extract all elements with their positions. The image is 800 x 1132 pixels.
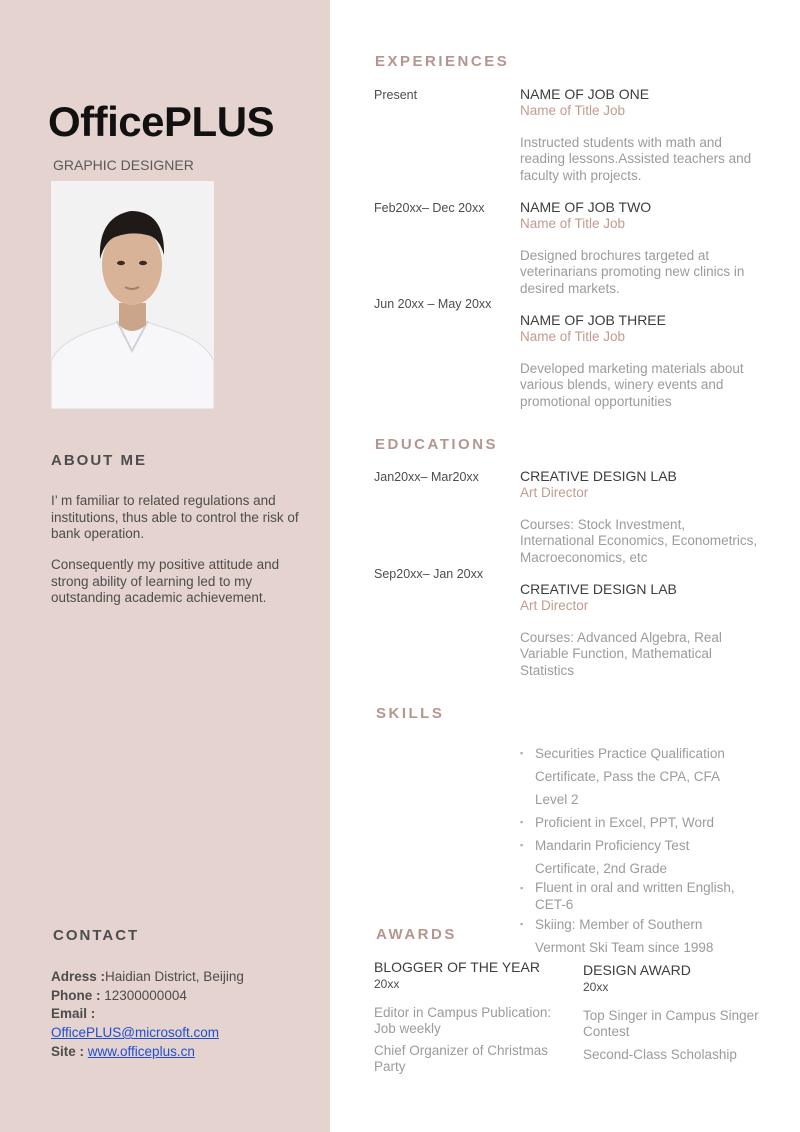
about-paragraph-2: Consequently my positive attitude and strong ability of learning led to my outstanding academic achievement. [51,557,280,605]
address-label: Adress : [51,969,106,984]
experiences-heading: EXPERIENCES [375,53,510,70]
education-1-description: Courses: Stock Investment, International Economics, Econometrics, Macroeconomics, etc [520,517,758,565]
job-role: GRAPHIC DESIGNER [53,157,194,173]
list-item: ▪ Proficient in Excel, PPT, Word [520,811,750,834]
experience-3-title: NAME OF JOB THREE [520,312,666,328]
about-heading: ABOUT ME [51,452,147,469]
award-2-item-1: Top Singer in Campus Singer Contest [583,1008,759,1040]
experience-3-subtitle: Name of Title Job [520,329,626,344]
phone-value: 12300000004 [100,988,187,1003]
experience-2-subtitle: Name of Title Job [520,216,626,231]
education-2-description: Courses: Advanced Algebra, Real Variable Function, Mathematical Statistics [520,630,722,678]
educations-heading: EDUCATIONS [375,436,499,453]
skills-heading: SKILLS [376,705,445,722]
contact-site [51,1044,195,1059]
education-1-title: CREATIVE DESIGN LAB [520,468,677,484]
experience-2-title: NAME OF JOB TWO [520,199,652,215]
experience-2-date: Feb20xx– Dec 20xx [374,201,485,215]
education-1-subtitle: Art Director [520,485,589,500]
experience-3-description: Developed marketing materials about various blends, winery events and promotional opportunities [520,361,744,409]
email-link[interactable]: OfficePLUS@microsoft.com [51,1025,219,1040]
award-1-title: BLOGGER OF THE YEAR [374,959,540,975]
experience-1-title: NAME OF JOB ONE [520,86,650,102]
profile-photo [51,181,214,409]
awards-heading: AWARDS [376,926,457,943]
skills-list [520,742,750,959]
address-value: Haidian District, Beijing [105,969,244,984]
brand-name: OfficePLUS [48,98,275,145]
education-2-date: Sep20xx– Jan 20xx [374,567,484,581]
phone-label: Phone : [51,988,101,1003]
list-item: ▪ Securities Practice Qualification Certificate, Pass the CPA, CFA Level 2 [520,742,750,811]
experience-1-date: Present [374,88,418,102]
list-item: ▪ Fluent in oral and written English, CET-6 [520,880,750,913]
education-2-subtitle: Art Director [520,598,589,613]
list-item: ▪ Mandarin Proficiency Test Certificate, 2nd Grade [520,834,750,880]
experience-2-description: Designed brochures targeted at veterinarians promoting new clinics in desired markets. [520,248,745,296]
site-link[interactable]: www.officeplus.cn [87,1044,195,1059]
contact-email [51,1025,219,1040]
experience-3-date: Jun 20xx – May 20xx [374,297,492,311]
email-label: Email : [51,1006,96,1021]
person-portrait-icon [51,181,214,409]
contact-phone [51,988,187,1003]
list-item: ▪ Skiing: Member of Southern Vermont Ski Team since 1998 [520,913,750,959]
experience-1-description: Instructed students with math and reading lessons.Assisted teachers and faculty with projects. [520,135,752,183]
site-label: Site : [51,1044,85,1059]
about-paragraph-1: I’ m familiar to related regulations and institutions, thus able to control the risk of bank operation. [51,493,299,541]
education-1-date: Jan20xx– Mar20xx [374,470,479,484]
contact-address [51,969,244,984]
education-2-title: CREATIVE DESIGN LAB [520,581,677,597]
award-1-date: 20xx [374,977,400,991]
contact-email-label [51,1006,95,1021]
award-1-item-1: Editor in Campus Publication: Job weekly [374,1005,552,1037]
award-2-date: 20xx [583,980,609,994]
award-2-title: DESIGN AWARD [583,962,691,978]
contact-heading: CONTACT [53,927,140,944]
experience-1-subtitle: Name of Title Job [520,103,626,118]
award-2-item-2: Second-Class Scholaship [583,1047,737,1062]
award-1-item-2: Chief Organizer of Christmas Party [374,1043,549,1075]
